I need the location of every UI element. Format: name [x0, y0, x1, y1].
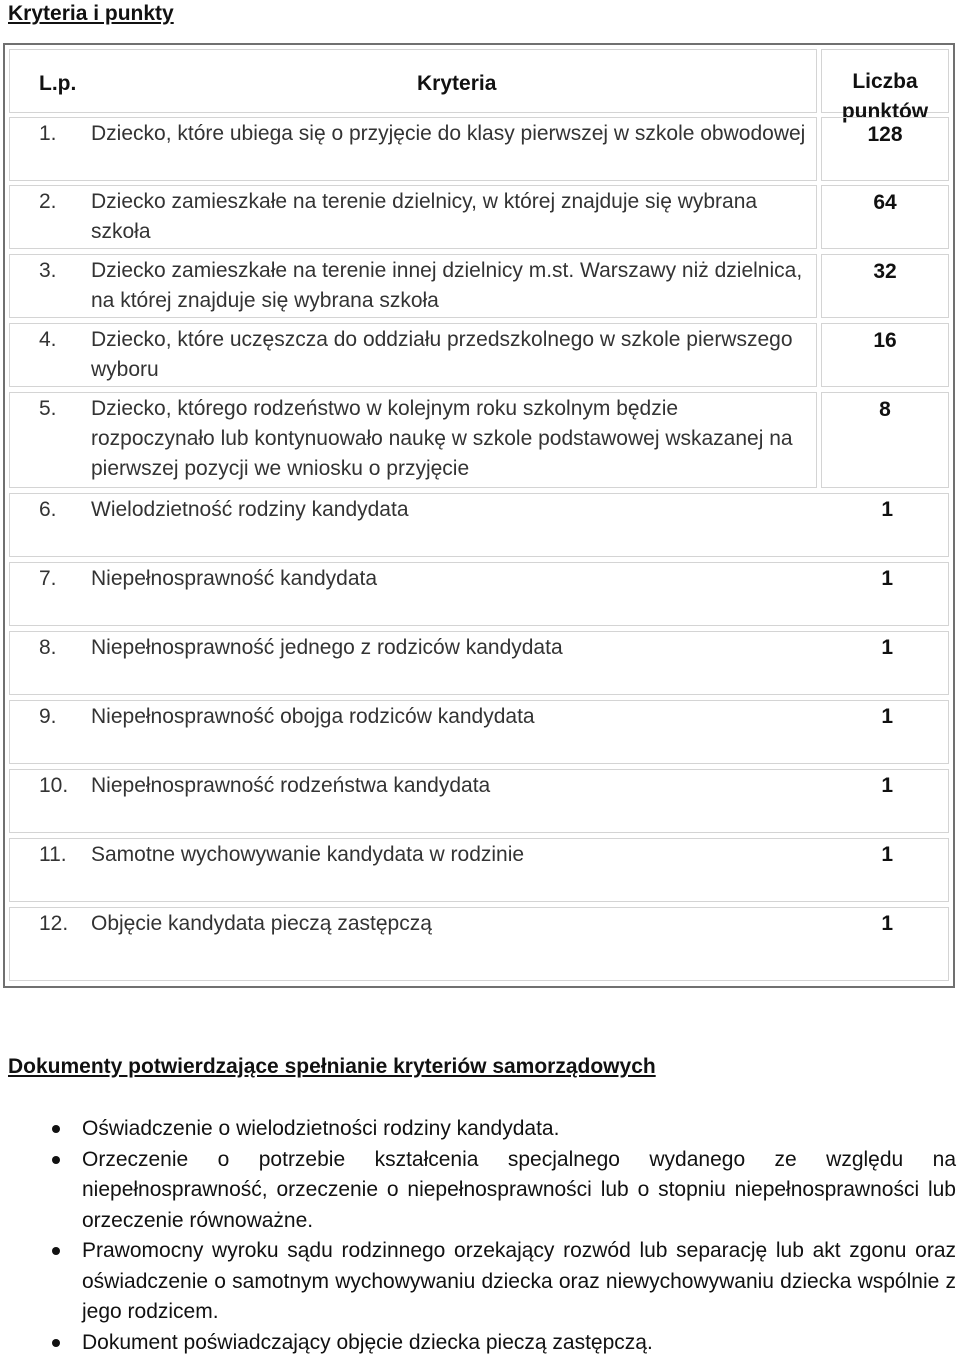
- table-row: [9, 254, 949, 318]
- row-points: 8: [879, 398, 891, 421]
- row-criterion: Wielodzietność rodziny kandydata: [91, 498, 409, 521]
- table-row: [9, 769, 949, 833]
- row-number: 11.: [39, 843, 67, 866]
- table-row: [9, 323, 949, 387]
- list-item: Dokument poświadczający objęcie dziecka pieczą zastępczą.: [0, 1328, 960, 1358]
- row-number: 1.: [39, 122, 57, 145]
- row-criterion: Dziecko zamieszkałe na terenie dzielnicy, w której znajduje się wybrana szkoła: [91, 190, 758, 243]
- row-criterion: Dziecko, które uczęszcza do oddziału przedszkolnego w szkole pierwszego wyboru: [91, 328, 793, 381]
- row-criterion: Dziecko, którego rodzeństwo w kolejnym roku szkolnym będzie rozpoczynało lub kontynuowało naukę w szkole podstawowej wskazanej na pierwszej pozycji we wniosku o przyjęcie: [91, 397, 793, 480]
- criteria-table: [3, 43, 955, 988]
- list-item: Prawomocny wyroku sądu rodzinnego orzekający rozwód lub separację lub akt zgonu oraz oświadczenie o samotnym wychowywaniu dziecka oraz niewychowywaniu dziecka wspólnie z jego rodzicem.: [0, 1236, 960, 1328]
- list-item: Orzeczenie o potrzebie kształcenia specjalnego wydanego ze względu na niepełnosprawność, orzeczenie o niepełnosprawności lub o stopniu niepełnosprawności lub orzeczenie równoważne.: [0, 1145, 960, 1237]
- row-number: 5.: [39, 397, 57, 420]
- bullet-icon: [52, 1339, 60, 1347]
- bullet-icon: [52, 1156, 60, 1164]
- row-points: 1: [881, 912, 893, 935]
- table-row: [9, 392, 949, 488]
- row-number: 9.: [39, 705, 57, 728]
- row-criterion: Objęcie kandydata pieczą zastępczą: [91, 912, 432, 935]
- row-criterion: Dziecko, które ubiega się o przyjęcie do klasy pierwszej w szkole obwodowej: [91, 122, 806, 145]
- table-row: [9, 185, 949, 249]
- row-number: 3.: [39, 259, 57, 282]
- row-points: 64: [873, 191, 897, 214]
- documents-heading: Dokumenty potwierdzające spełnianie kryteriów samorządowych: [8, 1055, 656, 1078]
- row-number: 12.: [39, 912, 69, 935]
- row-points: 1: [881, 843, 893, 866]
- row-points: 128: [867, 123, 903, 146]
- row-points: 1: [881, 498, 893, 521]
- header-lp: L.p.: [39, 72, 77, 95]
- table-row: [9, 700, 949, 764]
- table-row: [9, 631, 949, 695]
- row-criterion: Niepełnosprawność kandydata: [91, 567, 378, 590]
- row-criterion: Niepełnosprawność obojga rodziców kandydata: [91, 705, 535, 728]
- row-points: 1: [881, 567, 893, 590]
- table-row: [9, 562, 949, 626]
- documents-list: [0, 1114, 960, 1358]
- row-criterion: Niepełnosprawność rodzeństwa kandydata: [91, 774, 491, 797]
- header-points: Liczba punktów: [841, 70, 929, 123]
- row-number: 10.: [39, 774, 69, 797]
- header-criteria: Kryteria: [417, 72, 497, 95]
- row-number: 4.: [39, 328, 57, 351]
- table-row: [9, 838, 949, 902]
- list-item: Oświadczenie o wielodzietności rodziny kandydata.: [0, 1114, 960, 1145]
- row-criterion: Samotne wychowywanie kandydata w rodzinie: [91, 843, 525, 866]
- table-row: [9, 493, 949, 557]
- row-points: 1: [881, 636, 893, 659]
- row-points: 1: [881, 774, 893, 797]
- bullet-icon: [52, 1247, 60, 1255]
- page-title: Kryteria i punkty: [8, 2, 174, 25]
- row-criterion: Niepełnosprawność jednego z rodziców kandydata: [91, 636, 563, 659]
- row-number: 8.: [39, 636, 57, 659]
- row-points: 1: [881, 705, 893, 728]
- row-number: 6.: [39, 498, 57, 521]
- table-header-row: [9, 49, 949, 123]
- table-row: [9, 117, 949, 181]
- table-row: [9, 907, 949, 981]
- row-number: 7.: [39, 567, 57, 590]
- row-points: 16: [873, 329, 897, 352]
- row-criterion: Dziecko zamieszkałe na terenie innej dzielnicy m.st. Warszawy niż dzielnica, na której znajduje się wybrana szkoła: [91, 259, 803, 312]
- row-points: 32: [873, 260, 897, 283]
- row-number: 2.: [39, 190, 57, 213]
- bullet-icon: [52, 1125, 60, 1133]
